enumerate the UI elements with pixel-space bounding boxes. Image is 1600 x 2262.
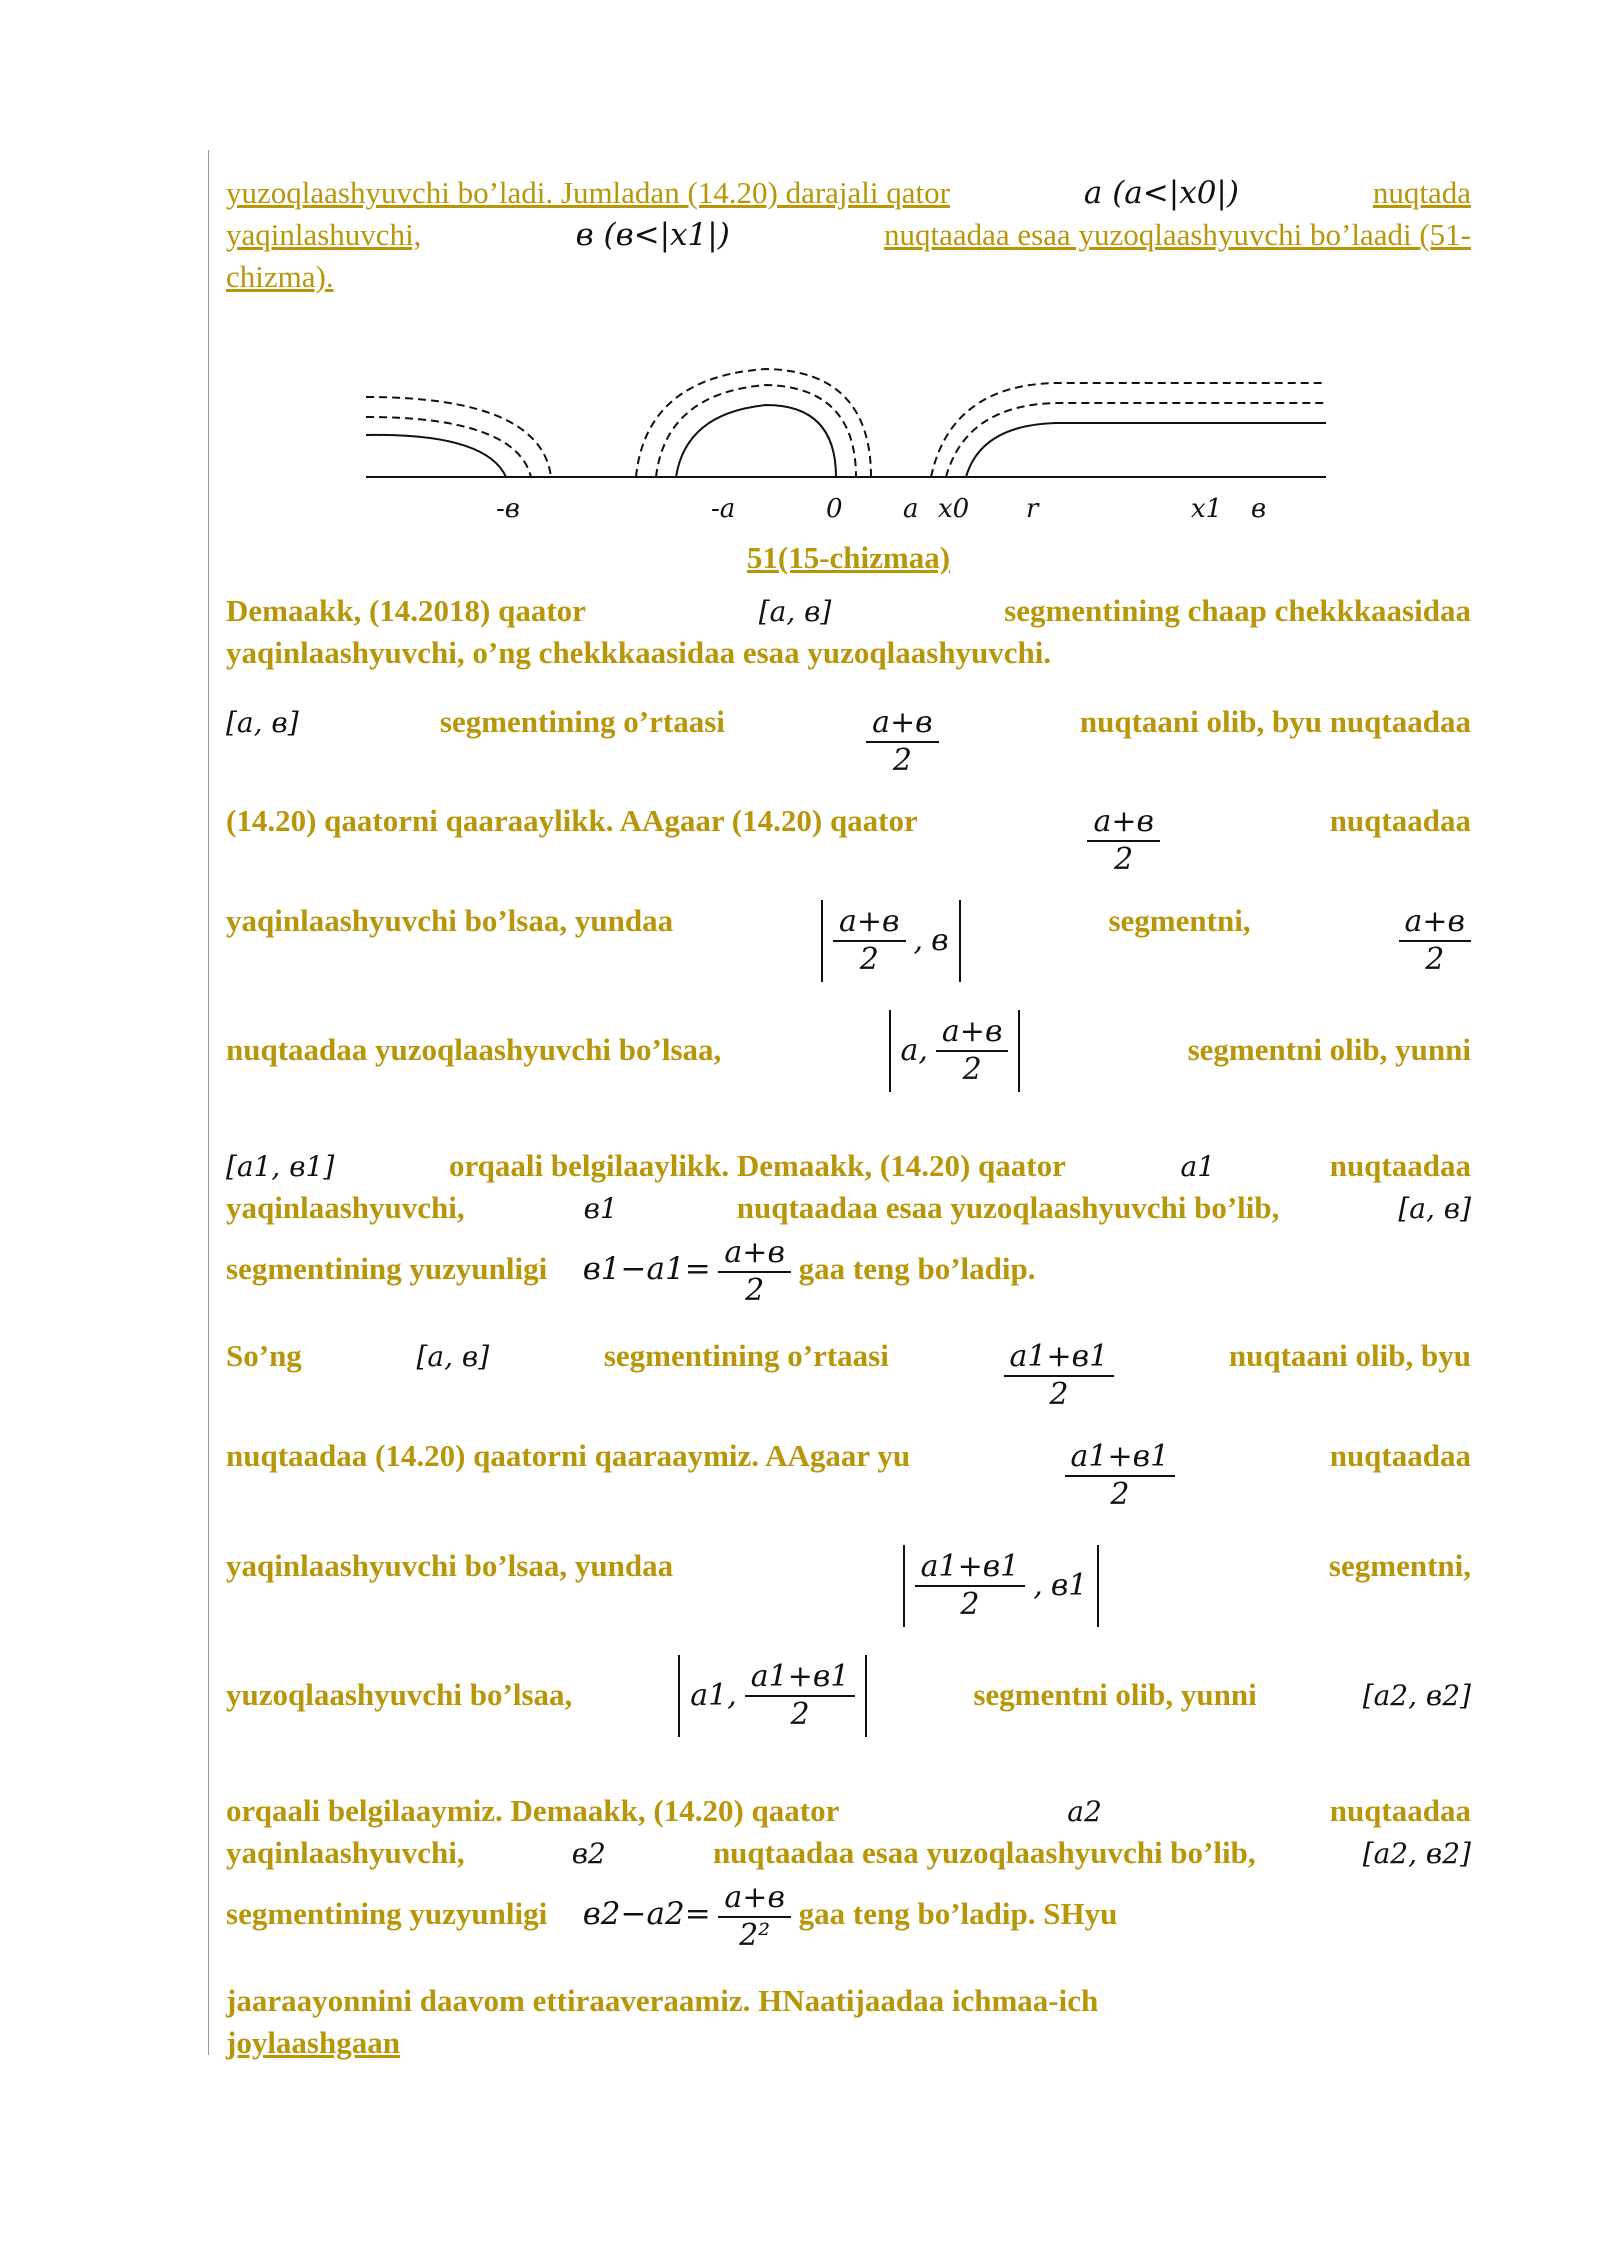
bracket-segment: a, $\frac{a+в}{2}$ bbox=[889, 1010, 1021, 1092]
paragraph-line: yaqinlaashyuvchi, o’ng chekkkaasidaa esaa yuzoqlaashyuvchi. bbox=[226, 635, 1052, 670]
paragraph-line: nuqtaadaa yuzoqlaashyuvchi bo’lsaa, a, $\frac{a+в}{2}$ segmentni olib, yunni bbox=[226, 1010, 1471, 1092]
paragraph-line: [a1, в1] orqaali belgilaaylikk. Demaakk, (14.20) qaator a1 nuqtaadaa bbox=[226, 1148, 1471, 1183]
paragraph-line: segmentining yuzyunligi в1−a1= $\frac{a+в}{2}$ gaa teng bo’ladip. bbox=[226, 1235, 1036, 1308]
axis-label: a bbox=[903, 494, 919, 524]
fraction: $\frac{a+в}{2}$ bbox=[866, 705, 938, 779]
paragraph-line: Demaakk, (14.2018) qaator [a, в] segmentining chaap chekkkaasidaa bbox=[226, 593, 1471, 628]
paragraph-line: yaqinlaashyuvchi, в1 nuqtaadaa esaa yuzoqlaashyuvchi bo’lib, [a, в] bbox=[226, 1190, 1471, 1225]
axis-label: 0 bbox=[826, 494, 843, 524]
intro-line-3: chizma). bbox=[226, 259, 334, 294]
bracket-segment: a1, $\frac{a1+в1}{2}$ bbox=[678, 1655, 867, 1737]
bracket-segment: $\frac{a+в}{2}$ , в bbox=[821, 900, 961, 982]
paragraph-line: nuqtaadaa (14.20) qaatorni qaaraaymiz. AAgaar yu $\frac{a1+в1}{2}$ nuqtaadaa bbox=[226, 1438, 1471, 1512]
axis-label: -в bbox=[496, 494, 520, 524]
intro-line-2: yaqinlashuvchi, в (в<|x1|) nuqtaadaa esaa yuzoqlaashyuvchi bo’laadi (51- bbox=[226, 217, 1471, 253]
axis-label: x0 bbox=[938, 494, 970, 524]
paragraph-line: [a, в] segmentining o’rtaasi $\frac{a+в}{2}$ nuqtaani olib, byu nuqtaadaa bbox=[226, 704, 1471, 778]
paragraph-line: joylaashgaan bbox=[226, 2025, 400, 2060]
figure-caption: 51(15-chizmaa) bbox=[746, 540, 951, 575]
arcs-figure bbox=[366, 365, 1326, 525]
paragraph-line: yaqinlaashyuvchi bo’lsaa, yundaa $\frac{a1+в1}{2}$ , в1 segmentni, bbox=[226, 1545, 1471, 1627]
axis-label: -a bbox=[711, 494, 736, 524]
fraction: $\frac{a+в}{2}$ bbox=[1399, 904, 1471, 978]
paragraph-line: orqaali belgilaaymiz. Demaakk, (14.20) qaator a2 nuqtaadaa bbox=[226, 1793, 1471, 1828]
bracket-segment: $\frac{a1+в1}{2}$ , в1 bbox=[903, 1545, 1100, 1627]
axis-label: x1 bbox=[1191, 494, 1223, 524]
fraction: $\frac{a1+в1}{2}$ bbox=[1004, 1339, 1115, 1413]
fraction: $\frac{a+в}{2}$ bbox=[718, 1235, 790, 1309]
paragraph-line: segmentining yuzyunligi в2−a2= $\frac{a+в}{\text{2²}}$ gaa teng bo’ladip. SHyu bbox=[226, 1880, 1118, 1953]
fraction: $\frac{a+в}{\text{2²}}$ bbox=[718, 1880, 790, 1954]
paragraph-line: yaqinlaashyuvchi bo’lsaa, yundaa $\frac{a+в}{2}$ , в segmentni, $\frac{a+в}{2}$ bbox=[226, 900, 1471, 982]
paragraph-line: yaqinlaashyuvchi, в2 nuqtaadaa esaa yuzoqlaashyuvchi bo’lib, [a2, в2] bbox=[226, 1835, 1471, 1870]
paragraph-line: yuzoqlaashyuvchi bo’lsaa, a1, $\frac{a1+в1}{2}$ segmentni olib, yunni [a2, в2] bbox=[226, 1655, 1471, 1737]
fraction: $\frac{a1+в1}{2}$ bbox=[1065, 1439, 1176, 1513]
intro-line-1: yuzoqlaashyuvchi bo’ladi. Jumladan (14.20) darajali qator a (a<|x0|) nuqtada bbox=[226, 175, 1471, 211]
axis-label: в bbox=[1251, 494, 1267, 524]
paragraph-line: (14.20) qaatorni qaaraaylikk. AAgaar (14.20) qaator $\frac{a+в}{2}$ nuqtaadaa bbox=[226, 803, 1471, 877]
margin-line bbox=[208, 150, 209, 2055]
axis-label: r bbox=[1026, 494, 1039, 524]
paragraph-line: jaaraayonnini daavom ettiraaveraamiz. HNaatijaadaa ichmaa-ich bbox=[226, 1983, 1099, 2018]
paragraph-line: So’ng [a, в] segmentining o’rtaasi $\frac{a1+в1}{2}$ nuqtaani olib, byu bbox=[226, 1338, 1471, 1412]
fraction: $\frac{a+в}{2}$ bbox=[1087, 804, 1159, 878]
